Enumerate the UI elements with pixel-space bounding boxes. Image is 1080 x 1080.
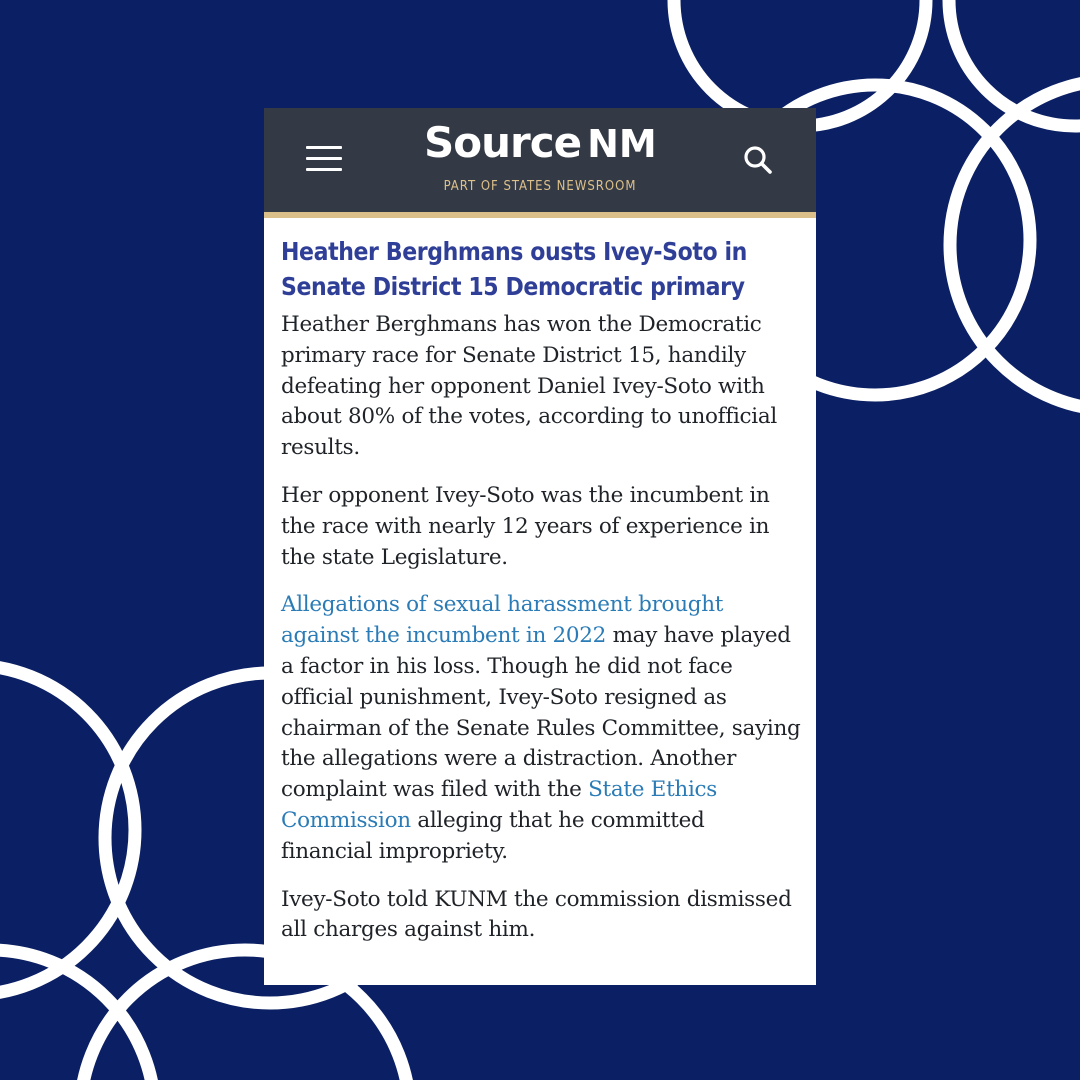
search-icon[interactable] [742,144,774,176]
article-body [281,234,801,963]
state-ethics-commission-link[interactable]: State Ethics Commission [281,777,718,833]
header-divider [264,212,816,218]
site-logo[interactable] [424,114,656,204]
menu-bar [306,157,342,160]
logo-source: Source [424,118,582,167]
paragraph-1: Heather Berghmans has won the Democratic primary race for Senate District 15, handily defeating her opponent Daniel Ivey-Soto with about 80% of the votes, according to unofficial results. [281,312,777,461]
mobile-article-screen [264,108,816,985]
paragraph-3-text-b: alleging that he committed financial impropriety. [281,807,705,864]
hamburger-menu-icon[interactable] [304,144,344,174]
paragraph-2: Her opponent Ivey-Soto was the incumbent in the race with nearly 12 years of experience in the state Legislature. [281,482,770,570]
ring [0,950,155,1080]
site-header [264,108,816,212]
logo-tagline: PART OF STATES NEWSROOM [443,179,637,194]
paragraph-3 [281,590,801,867]
ring [0,665,135,995]
allegations-link[interactable]: Allegations of sexual harassment brought against the incumbent in 2022 [281,592,724,649]
paragraph-4: Ivey-Soto told KUNM the commission dismissed all charges against him. [281,886,792,943]
menu-bar [306,168,342,171]
paragraph-3-text-a: may have played a factor in his loss. Though he did not face official punishment, Ivey-Soto resigned as chairman of the Senate Rules Committee, saying the allegations were a distraction. Another complaint was filed with the [281,623,801,803]
menu-bar [306,146,342,149]
logo-wordmark [424,116,656,171]
logo-nm: NM [587,122,657,166]
article-headline: Heather Berghmans ousts Ivey-Soto in Senate District 15 Democratic primary [281,237,747,301]
